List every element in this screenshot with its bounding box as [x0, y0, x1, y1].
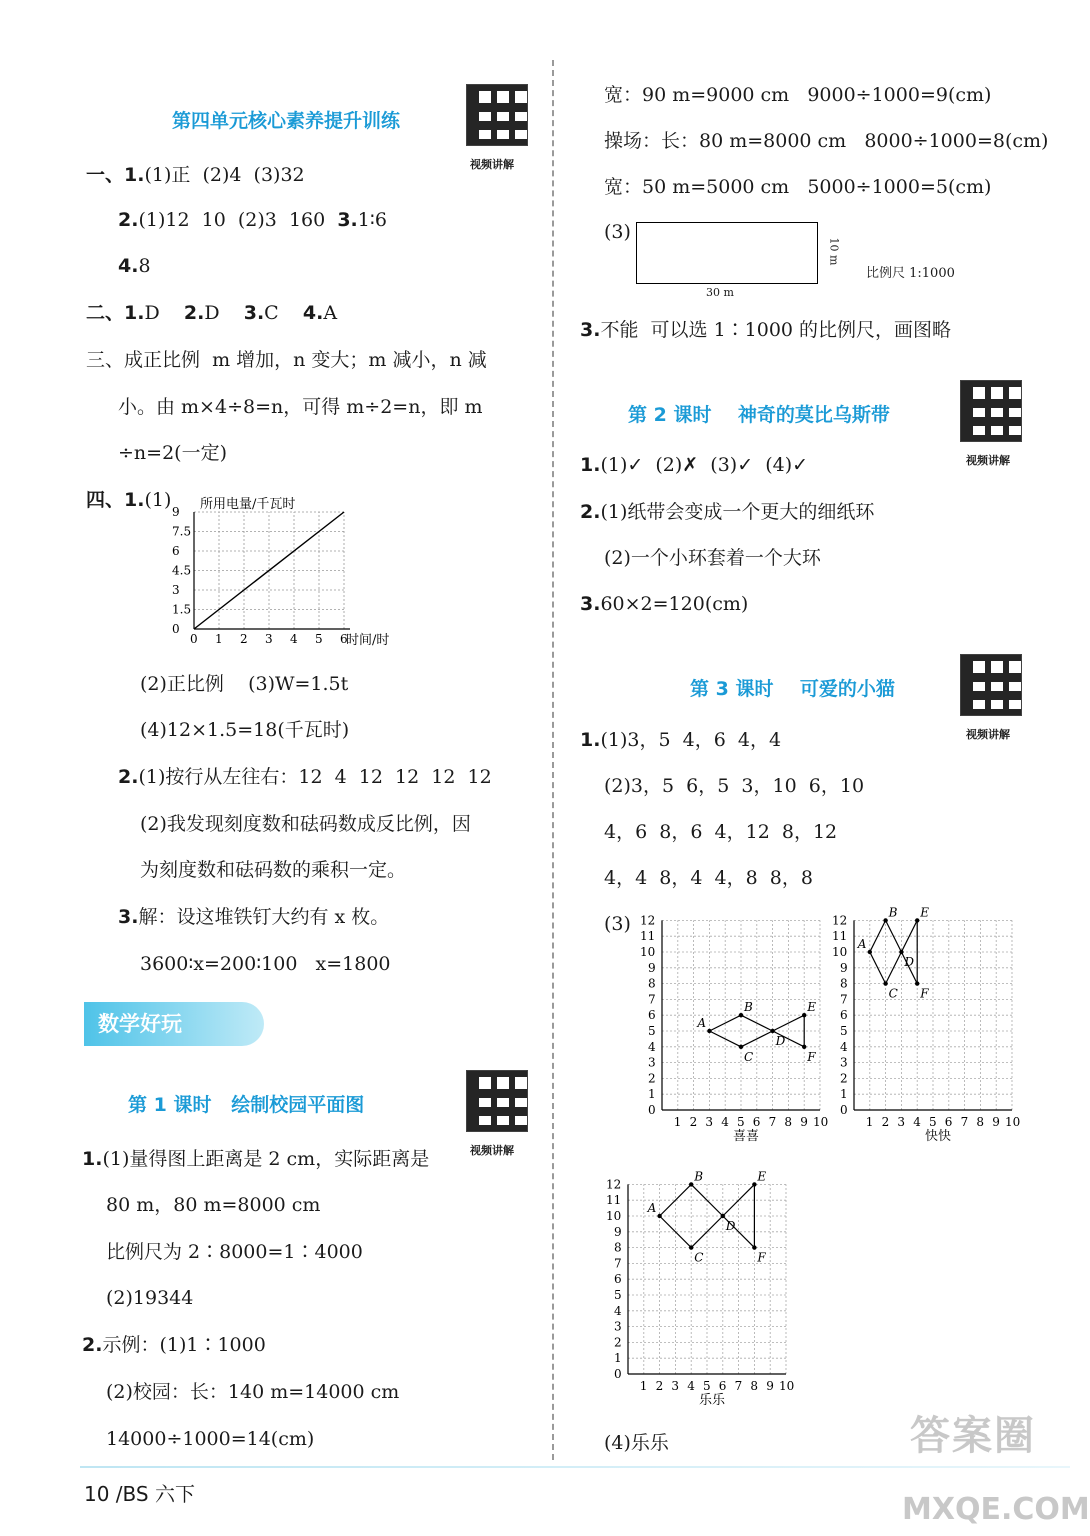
answer-line: 3.解：设这堆铁钉大约有 x 枚。	[118, 906, 390, 928]
answer-line: 14000÷1000=14(cm)	[106, 1428, 315, 1450]
point-marker	[739, 1045, 743, 1049]
answer-line: 3.60×2=120(cm)	[580, 593, 749, 615]
y-tick-label: 12	[640, 913, 656, 928]
y-tick-label: 11	[832, 929, 848, 944]
height-label: 10 m	[827, 237, 841, 266]
point-label: A	[697, 1016, 707, 1030]
point-marker	[770, 1029, 774, 1033]
answer-line: (4)12×1.5=18(千瓦时)	[140, 719, 350, 741]
point-label: E	[920, 905, 929, 920]
y-tick-label: 3	[840, 1055, 848, 1070]
y-tick-label: 11	[606, 1193, 622, 1208]
scale-label: 比例尺 1:1000	[866, 266, 955, 281]
x-tick-label: 2	[655, 1379, 664, 1393]
point-marker	[721, 1214, 725, 1218]
answer-line: 操场：长：80 m=8000 cm 8000÷1000=8(cm)	[604, 130, 1049, 152]
x-tick-label: 6	[944, 1115, 953, 1129]
answer-line: 1.(1)✓ (2)✗ (3)✓ (4)✓	[580, 454, 809, 476]
point-label: D	[775, 1034, 786, 1048]
y-tick-label: 5	[648, 1024, 656, 1038]
x-tick-label: 1	[673, 1115, 682, 1129]
point-marker	[802, 1013, 806, 1017]
y-tick-label: 10	[832, 945, 848, 959]
point-label: C	[694, 1250, 704, 1265]
x-tick-label: 1	[865, 1115, 874, 1129]
point-label: F	[757, 1250, 766, 1265]
x-tick-label: 8	[750, 1379, 759, 1393]
chart-name: 乐乐	[699, 1393, 726, 1408]
qr-code-icon[interactable]	[466, 84, 528, 146]
x-tick-label: 4	[290, 632, 298, 646]
point-marker	[868, 950, 872, 954]
y-tick-label: 10	[606, 1209, 622, 1223]
point-marker	[689, 1182, 693, 1186]
x-tick-label: 7	[734, 1379, 743, 1393]
y-tick-label: 4.5	[172, 563, 192, 578]
y-tick-label: 4	[648, 1039, 656, 1054]
section-banner: 数学好玩	[84, 1002, 264, 1046]
y-tick-label: 0	[172, 622, 180, 636]
point-label: A	[647, 1201, 657, 1215]
qr-label: 视频讲解	[966, 728, 1010, 741]
answer-line: (2)19344	[106, 1287, 194, 1309]
y-tick-label: 1	[614, 1351, 622, 1366]
grid-chart-kuaikuai	[820, 905, 1021, 1146]
y-tick-label: 11	[640, 929, 656, 944]
x-tick-label: 9	[766, 1379, 774, 1393]
section-title: 第四单元核心素养提升训练	[172, 110, 401, 132]
chart-name: 快快	[925, 1129, 952, 1144]
y-tick-label: 3	[614, 1319, 622, 1334]
grid-chart-xixi	[628, 906, 829, 1146]
watermark-logo: 答案圈	[910, 1413, 1036, 1459]
x-tick-label: 3	[897, 1115, 906, 1129]
answer-line: (3)	[604, 913, 631, 935]
y-tick-label: 8	[614, 1240, 622, 1255]
point-label: B	[694, 1169, 704, 1184]
qr-code-icon[interactable]	[960, 654, 1022, 716]
grid-chart-lele	[594, 1169, 795, 1410]
point-label: D	[725, 1219, 736, 1233]
x-tick-label: 8	[784, 1115, 793, 1129]
y-tick-label: 0	[614, 1367, 622, 1381]
x-tick-label: 10	[813, 1115, 829, 1129]
answer-line: (2)我发现刻度数和砝码数成反比例，因	[140, 813, 471, 835]
x-tick-label: 0	[190, 632, 198, 646]
y-tick-label: 9	[840, 960, 848, 975]
x-tick-label: 1	[639, 1379, 648, 1393]
answer-line: 一、1.(1)正 (2)4 (3)32	[86, 164, 305, 186]
width-label: 30 m	[706, 286, 734, 299]
point-marker	[657, 1214, 661, 1218]
y-tick-label: 8	[648, 976, 656, 991]
qr-label: 视频讲解	[470, 158, 514, 171]
qr-code-icon[interactable]	[960, 380, 1022, 442]
x-tick-label: 5	[315, 632, 323, 646]
electricity-chart	[170, 492, 420, 652]
point-marker	[915, 981, 919, 985]
qr-code-icon[interactable]	[466, 1070, 528, 1132]
chart-name: 喜喜	[733, 1129, 760, 1144]
column-divider	[552, 60, 554, 1460]
qr-label: 视频讲解	[966, 454, 1010, 467]
y-tick-label: 3	[172, 583, 180, 597]
x-tick-label: 5	[703, 1379, 711, 1393]
y-tick-label: 2	[648, 1071, 656, 1086]
answer-line: ÷n=2(一定)	[118, 442, 227, 464]
y-tick-label: 6	[614, 1272, 622, 1287]
y-tick-label: 10	[640, 945, 656, 959]
qr-label: 视频讲解	[470, 1144, 514, 1157]
y-tick-label: 5	[614, 1288, 622, 1302]
y-tick-label: 6	[648, 1008, 656, 1023]
answer-line: 二、1.D 2.D 3.C 4.A	[86, 302, 338, 324]
y-tick-label: 0	[840, 1103, 848, 1117]
answer-line: 4，6 8，6 4，12 8，12	[604, 821, 838, 843]
x-tick-label: 4	[913, 1115, 921, 1129]
x-tick-label: 6	[752, 1115, 761, 1129]
x-tick-label: 3	[705, 1115, 714, 1129]
point-label: D	[904, 955, 915, 969]
x-tick-label: 7	[960, 1115, 969, 1129]
point-label: C	[744, 1049, 754, 1064]
point-marker	[752, 1245, 756, 1249]
x-tick-label: 8	[976, 1115, 985, 1129]
y-tick-label: 2	[840, 1071, 848, 1086]
x-tick-label: 10	[1005, 1115, 1021, 1129]
answer-line: (2)校园：长：140 m=14000 cm	[106, 1381, 400, 1403]
y-tick-label: 9	[172, 505, 180, 519]
y-tick-label: 9	[648, 960, 656, 975]
point-marker	[689, 1245, 693, 1249]
y-tick-label: 0	[648, 1103, 656, 1117]
answer-line: 4.8	[118, 255, 151, 277]
answer-line: 2.(1)12 10 (2)3 160 3.1∶6	[118, 209, 387, 231]
x-tick-label: 4	[721, 1115, 729, 1129]
y-tick-label: 8	[840, 976, 848, 991]
y-tick-label: 7	[840, 992, 848, 1007]
x-tick-label: 3	[265, 632, 273, 646]
schoolyard-rectangle	[636, 222, 818, 284]
answer-line: 4，4 8，4 4，8 8，8	[604, 867, 813, 889]
x-tick-label: 9	[992, 1115, 1000, 1129]
point-marker	[707, 1029, 711, 1033]
point-marker	[802, 1045, 806, 1049]
y-tick-label: 3	[648, 1055, 656, 1070]
x-tick-label: 6	[340, 632, 348, 646]
y-tick-label: 12	[832, 913, 848, 928]
answer-line: 宽：50 m=5000 cm 5000÷1000=5(cm)	[604, 176, 992, 198]
answer-line: (3)	[604, 221, 631, 243]
y-tick-label: 9	[614, 1224, 622, 1239]
x-tick-label: 3	[671, 1379, 680, 1393]
point-marker	[739, 1013, 743, 1017]
point-marker	[752, 1182, 756, 1186]
x-tick-label: 5	[929, 1115, 937, 1129]
y-tick-label: 7	[614, 1256, 622, 1271]
point-label: E	[757, 1169, 767, 1184]
x-tick-label: 2	[689, 1115, 698, 1129]
answer-line: (2)3，5 6，5 3，10 6，10	[604, 775, 865, 797]
y-tick-label: 5	[840, 1024, 848, 1038]
point-label: E	[807, 1000, 816, 1015]
footer-rule	[80, 1466, 1070, 1468]
y-tick-label: 1.5	[172, 602, 192, 617]
x-tick-label: 4	[687, 1379, 695, 1393]
y-tick-label: 4	[840, 1039, 848, 1054]
x-tick-label: 2	[240, 632, 248, 646]
point-marker	[883, 981, 887, 985]
answer-line: 1.(1)3，5 4，6 4，4	[580, 729, 782, 751]
x-tick-label: 7	[768, 1115, 777, 1129]
point-label: C	[888, 986, 898, 1001]
y-tick-label: 7	[648, 992, 656, 1007]
answer-line: 2.(1)按行从左往右：12 4 12 12 12 12	[118, 766, 492, 788]
lesson-title: 第 1 课时 绘制校园平面图	[128, 1094, 365, 1116]
y-tick-label: 1	[648, 1087, 656, 1102]
answer-line: (2)正比例 (3)W=1.5t	[140, 673, 349, 695]
answer-line: 2.示例：(1)1∶1000	[82, 1334, 266, 1356]
y-tick-label: 4	[614, 1303, 622, 1318]
point-marker	[899, 950, 903, 954]
y-tick-label: 12	[606, 1177, 622, 1192]
y-tick-label: 1	[840, 1087, 848, 1102]
y-tick-label: 6	[172, 544, 180, 558]
answer-line: (2)一个小环套着一个大环	[604, 547, 821, 569]
answer-line: 四、1.(1)	[86, 489, 172, 511]
answer-line: 80 m，80 m=8000 cm	[106, 1194, 321, 1216]
answer-line: 1.(1)量得图上距离是 2 cm，实际距离是	[82, 1148, 430, 1170]
answer-line: 三、成正比例 m 增加，n 变大；m 减小，n 减	[86, 349, 487, 371]
x-tick-label: 9	[800, 1115, 808, 1129]
answer-line: 3.不能 可以选 1∶1000 的比例尺，画图略	[580, 319, 952, 341]
point-label: F	[920, 986, 929, 1001]
lesson-title: 第 3 课时 可爱的小猫	[690, 678, 895, 700]
x-tick-label: 1	[215, 632, 223, 646]
y-tick-label: 2	[614, 1335, 622, 1350]
answer-line: 3600∶x=200∶100 x=1800	[140, 953, 391, 975]
y-tick-label: 6	[840, 1008, 848, 1023]
watermark-url: MXQE.COM	[902, 1492, 1090, 1527]
answer-line: 宽：90 m=9000 cm 9000÷1000=9(cm)	[604, 84, 992, 106]
point-marker	[883, 918, 887, 922]
point-label: F	[807, 1049, 816, 1064]
answer-line: 比例尺为 2∶8000=1∶4000	[106, 1241, 363, 1263]
y-tick-label: 7.5	[172, 524, 192, 539]
y-axis-label: 所用电量/千瓦时	[200, 497, 296, 512]
x-tick-label: 10	[779, 1379, 795, 1393]
x-tick-label: 6	[718, 1379, 727, 1393]
page-number: 10 /BS 六下	[84, 1482, 195, 1506]
point-label: B	[888, 905, 898, 920]
answer-line: (4)乐乐	[604, 1432, 669, 1454]
x-tick-label: 2	[881, 1115, 890, 1129]
x-tick-label: 5	[737, 1115, 745, 1129]
point-marker	[915, 918, 919, 922]
answer-line: 为刻度数和砝码数的乘积一定。	[140, 859, 407, 881]
answer-line: 2.(1)纸带会变成一个更大的细纸环	[580, 501, 875, 523]
point-label: A	[857, 937, 867, 951]
lesson-title: 第 2 课时 神奇的莫比乌斯带	[628, 404, 890, 426]
point-label: B	[744, 1000, 753, 1015]
answer-line: 小。由 m×4÷8=n，可得 m÷2=n，即 m	[118, 396, 483, 418]
x-axis-label: 时间/时	[346, 633, 390, 648]
